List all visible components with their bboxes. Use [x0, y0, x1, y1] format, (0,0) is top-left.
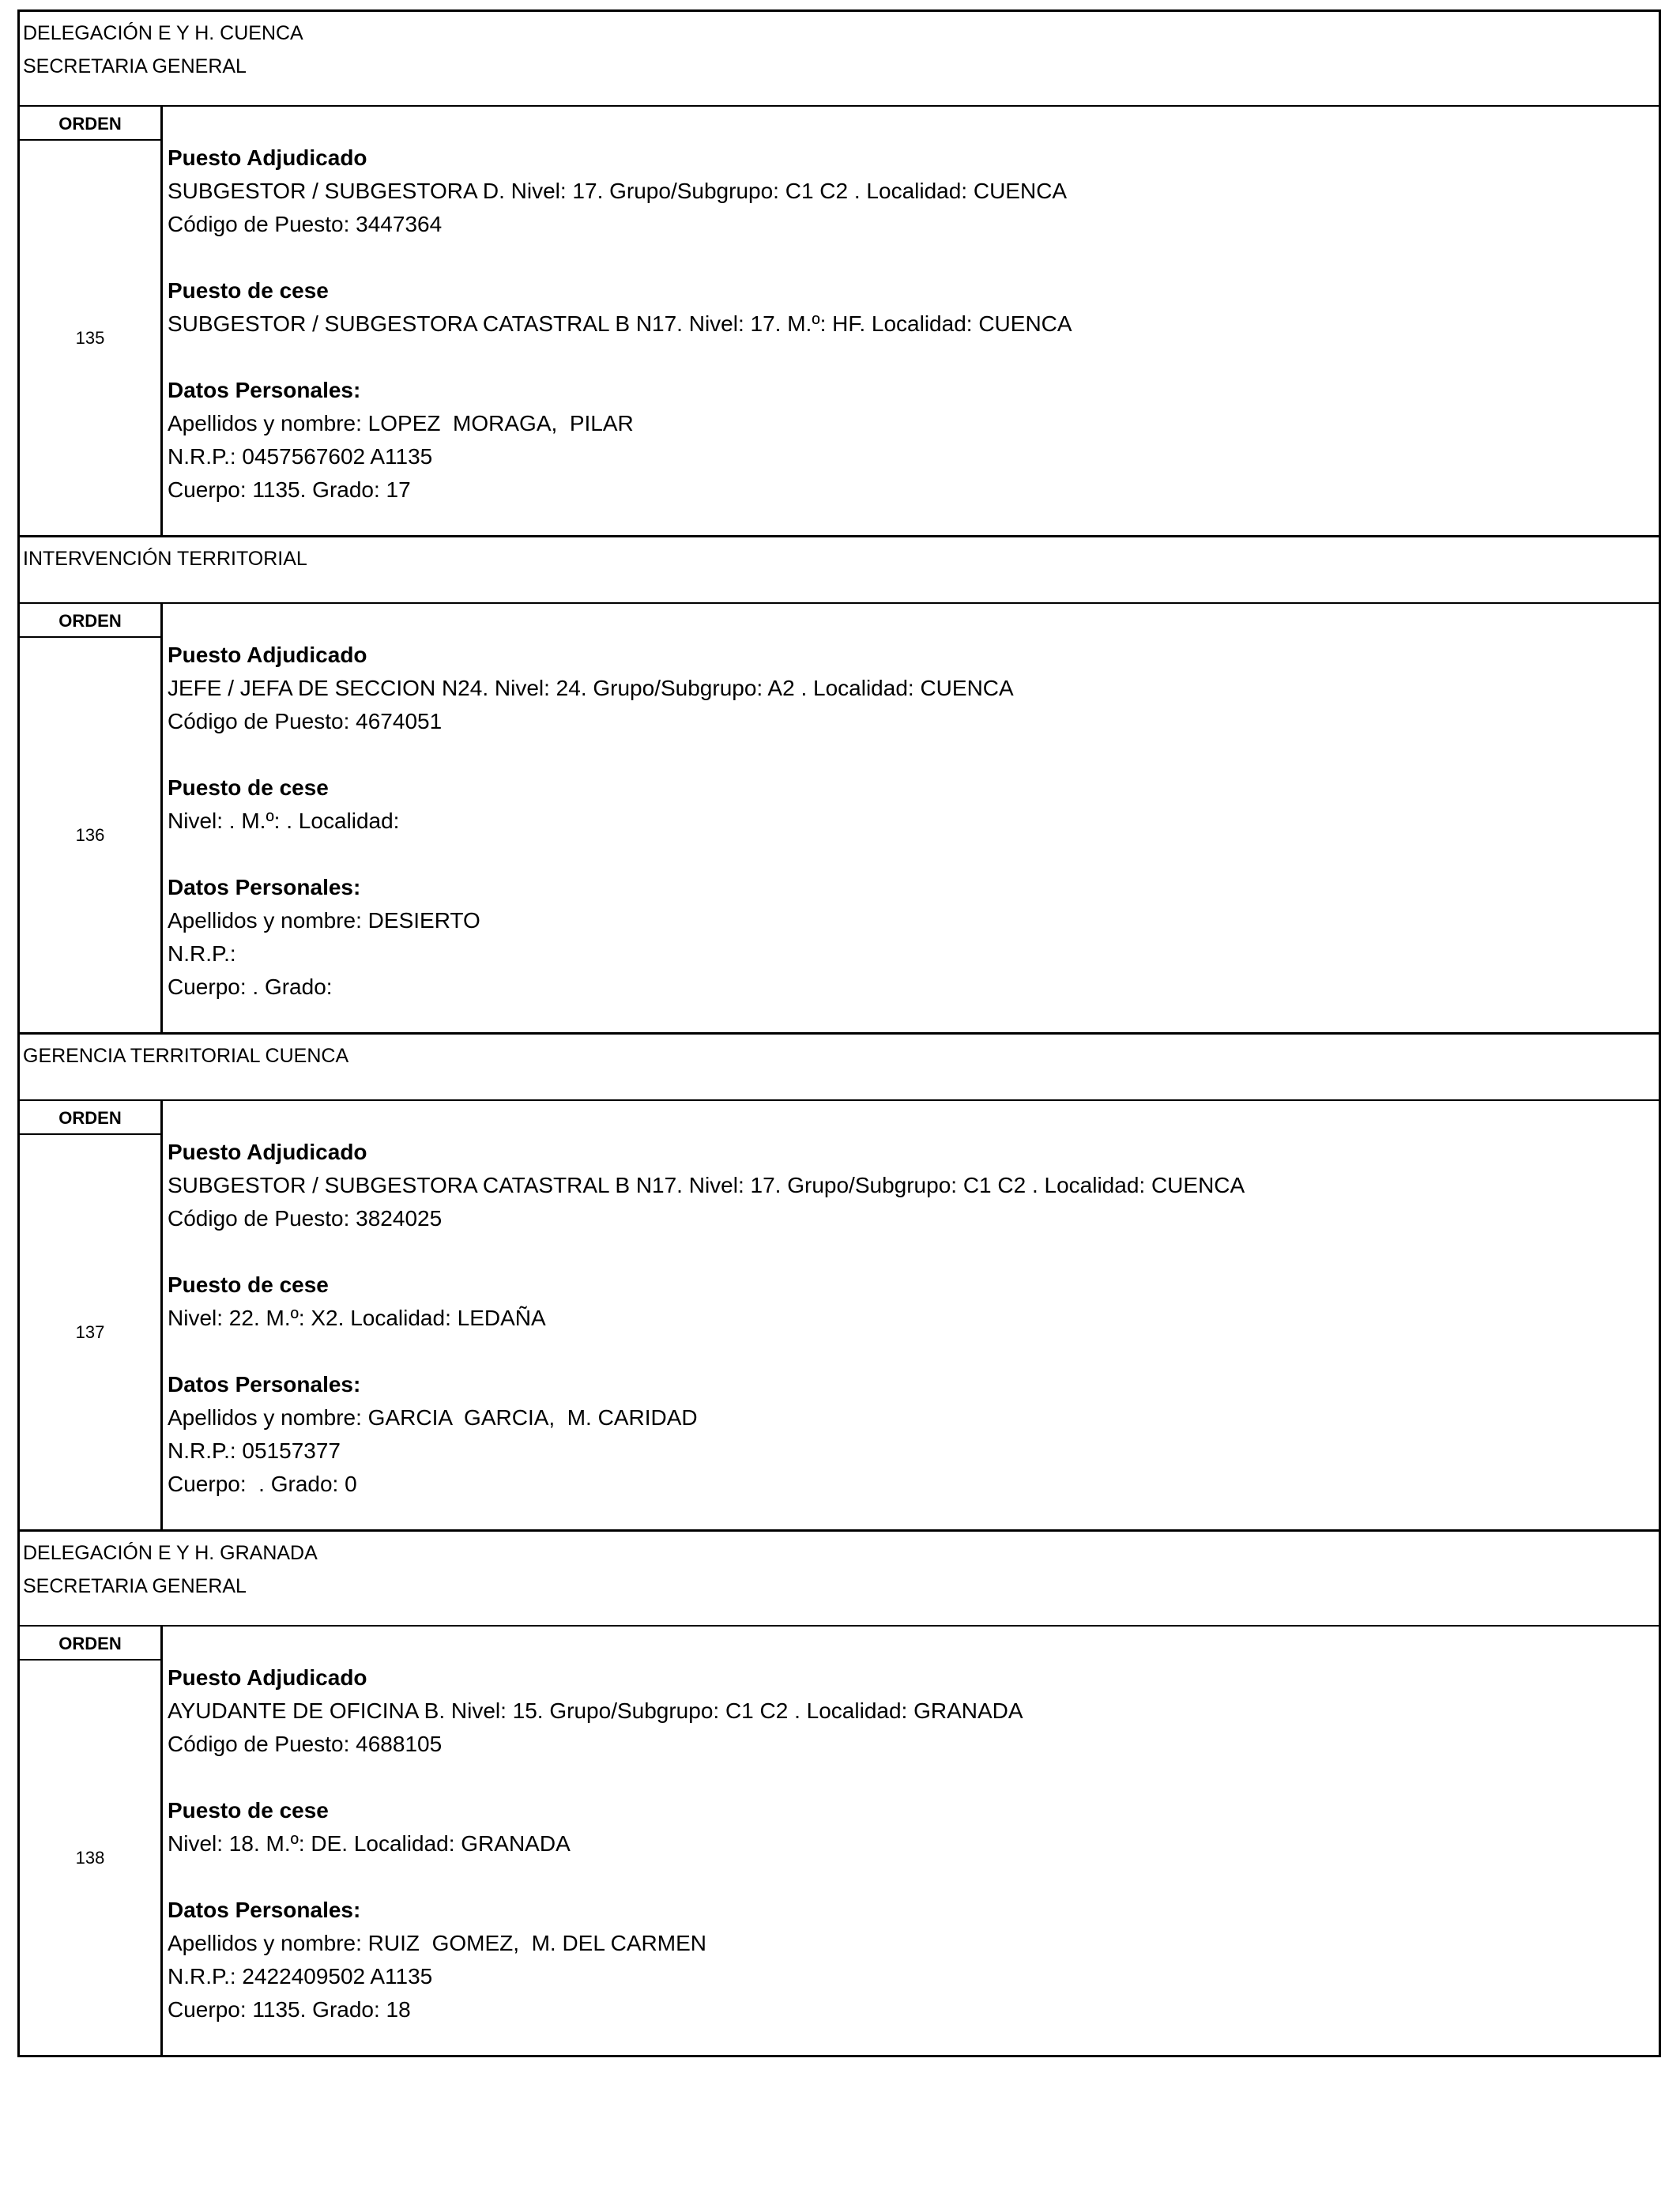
- record-details: [165, 639, 1659, 1004]
- apellidos-nombre: Apellidos y nombre: LOPEZ MORAGA, PILAR: [168, 411, 634, 435]
- apellidos-nombre: Apellidos y nombre: RUIZ GOMEZ, M. DEL CARMEN: [168, 1931, 706, 1955]
- orden-number: 135: [75, 327, 105, 348]
- codigo-puesto: Código de Puesto: 4688105: [168, 1732, 443, 1756]
- nrp: N.R.P.: 0457567602 A1135: [168, 444, 433, 469]
- apellidos-nombre: Apellidos y nombre: DESIERTO: [168, 908, 480, 933]
- department-block: [20, 1532, 1659, 2057]
- record: [20, 107, 1659, 537]
- puesto-cese-title: Puesto de cese: [168, 775, 329, 800]
- puesto-cese-value: Nivel: 22. M.º: X2. Localidad: LEDAÑA: [168, 1306, 546, 1330]
- orden-column: [20, 1627, 163, 2055]
- puesto-cese-value: SUBGESTOR / SUBGESTORA CATASTRAL B N17. Nivel: 17. M.º: HF. Localidad: CUENCA: [168, 311, 1072, 336]
- orden-number: 138: [75, 1847, 105, 1868]
- nrp: N.R.P.: 2422409502 A1135: [168, 1964, 433, 1989]
- record-details: [165, 141, 1659, 507]
- puesto-cese-title: Puesto de cese: [168, 1798, 329, 1823]
- puesto-cese-value: Nivel: 18. M.º: DE. Localidad: GRANADA: [168, 1831, 571, 1856]
- department-line: DELEGACIÓN E Y H. GRANADA: [23, 1542, 318, 1564]
- orden-number: 137: [75, 1321, 105, 1342]
- department-block: [20, 12, 1659, 537]
- puesto-adjudicado-title: Puesto Adjudicado: [168, 1140, 367, 1164]
- department-header: [20, 1035, 1659, 1101]
- codigo-puesto: Código de Puesto: 4674051: [168, 709, 443, 733]
- puesto-adjudicado-value: SUBGESTOR / SUBGESTORA CATASTRAL B N17. Nivel: 17. Grupo/Subgrupo: C1 C2 . Localidad: CUENCA: [168, 1173, 1245, 1197]
- datos-personales-title: Datos Personales:: [168, 378, 361, 402]
- record: [20, 604, 1659, 1035]
- puesto-cese-value: Nivel: . M.º: . Localidad:: [168, 809, 400, 833]
- department-line: DELEGACIÓN E Y H. CUENCA: [23, 22, 303, 44]
- puesto-adjudicado-title: Puesto Adjudicado: [168, 145, 367, 170]
- orden-header: ORDEN: [20, 604, 160, 638]
- department-header: [20, 1532, 1659, 1627]
- puesto-adjudicado-value: AYUDANTE DE OFICINA B. Nivel: 15. Grupo/Subgrupo: C1 C2 . Localidad: GRANADA: [168, 1698, 1023, 1723]
- nrp: N.R.P.: 05157377: [168, 1438, 341, 1463]
- record-details: [165, 1661, 1659, 2026]
- codigo-puesto: Código de Puesto: 3447364: [168, 212, 443, 236]
- puesto-adjudicado-value: SUBGESTOR / SUBGESTORA D. Nivel: 17. Grupo/Subgrupo: C1 C2 . Localidad: CUENCA: [168, 179, 1068, 203]
- nrp: N.R.P.:: [168, 941, 236, 966]
- orden-number: 136: [75, 824, 105, 845]
- orden-column: [20, 604, 163, 1032]
- record: [20, 1101, 1659, 1532]
- codigo-puesto: Código de Puesto: 3824025: [168, 1206, 443, 1231]
- apellidos-nombre: Apellidos y nombre: GARCIA GARCIA, M. CARIDAD: [168, 1405, 698, 1430]
- cuerpo-grado: Cuerpo: 1135. Grado: 18: [168, 1997, 411, 2022]
- orden-header: ORDEN: [20, 107, 160, 141]
- puesto-cese-title: Puesto de cese: [168, 278, 329, 303]
- department-line: INTERVENCIÓN TERRITORIAL: [23, 548, 307, 570]
- department-header: [20, 537, 1659, 604]
- orden-column: [20, 1101, 163, 1529]
- datos-personales-title: Datos Personales:: [168, 1372, 361, 1397]
- cuerpo-grado: Cuerpo: 1135. Grado: 17: [168, 477, 411, 502]
- department-header: [20, 12, 1659, 107]
- department-block: [20, 1035, 1659, 1532]
- puesto-cese-title: Puesto de cese: [168, 1272, 329, 1297]
- puesto-adjudicado-title: Puesto Adjudicado: [168, 643, 367, 667]
- department-line: GERENCIA TERRITORIAL CUENCA: [23, 1045, 349, 1067]
- cuerpo-grado: Cuerpo: . Grado: 0: [168, 1472, 357, 1496]
- cuerpo-grado: Cuerpo: . Grado:: [168, 974, 333, 999]
- orden-column: [20, 107, 163, 535]
- orden-header: ORDEN: [20, 1627, 160, 1661]
- datos-personales-title: Datos Personales:: [168, 875, 361, 899]
- department-line: SECRETARIA GENERAL: [23, 55, 247, 77]
- record: [20, 1627, 1659, 2057]
- assignment-document: [17, 9, 1661, 2057]
- puesto-adjudicado-value: JEFE / JEFA DE SECCION N24. Nivel: 24. Grupo/Subgrupo: A2 . Localidad: CUENCA: [168, 676, 1014, 700]
- orden-header: ORDEN: [20, 1101, 160, 1135]
- department-line: SECRETARIA GENERAL: [23, 1575, 247, 1597]
- department-block: [20, 537, 1659, 1035]
- record-details: [165, 1136, 1659, 1501]
- datos-personales-title: Datos Personales:: [168, 1898, 361, 1922]
- puesto-adjudicado-title: Puesto Adjudicado: [168, 1665, 367, 1690]
